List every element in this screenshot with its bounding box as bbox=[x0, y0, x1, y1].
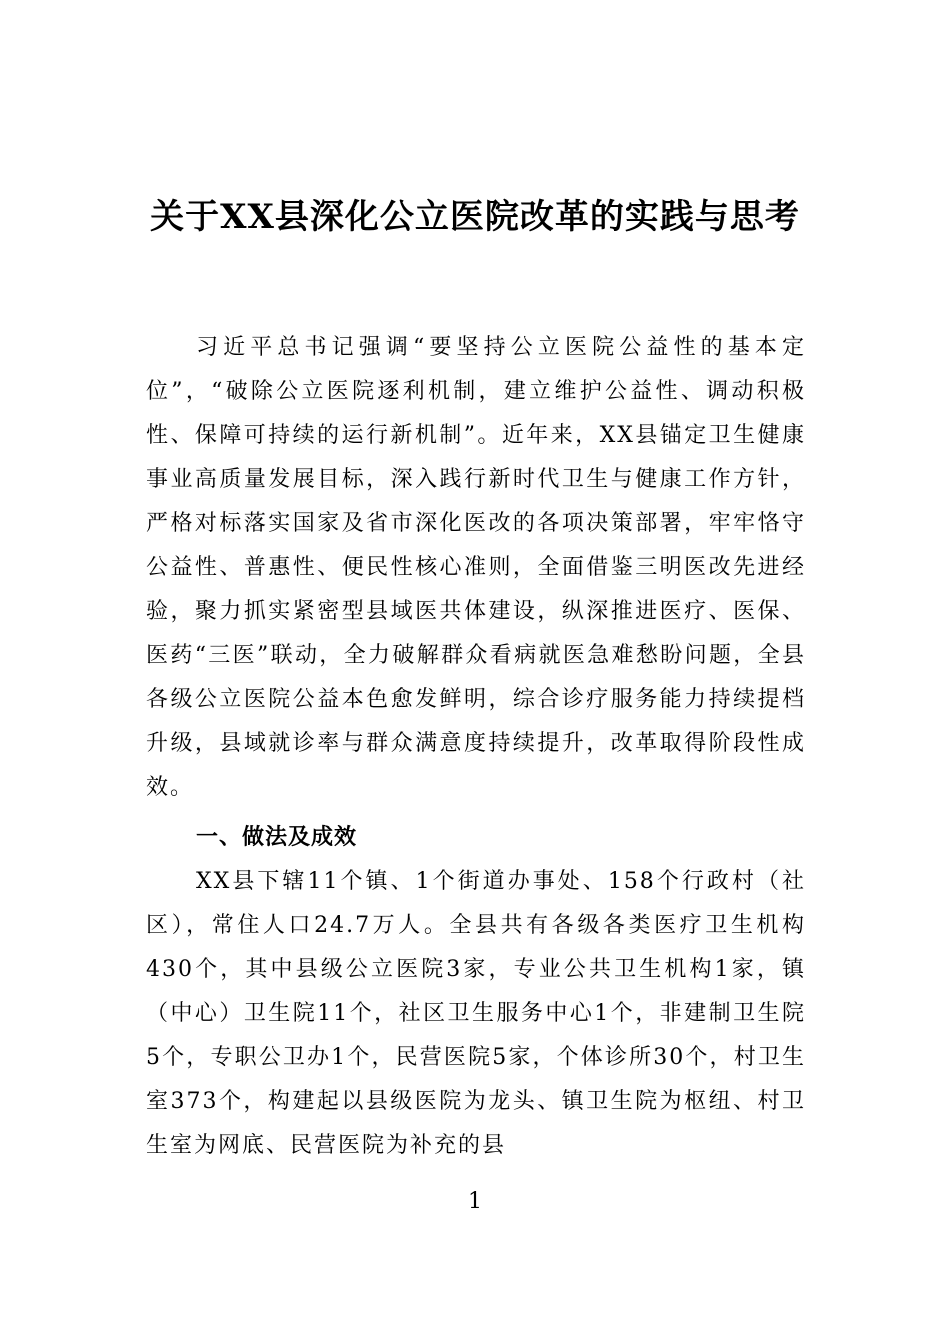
page-number: 1 bbox=[468, 1189, 482, 1214]
intro-paragraph: 习近平总书记强调“要坚持公立医院公益性的基本定位”，“破除公立医院逐利机制，建立维护公益性、调动积极性、保障可持续的运行新机制”。近年来，XX县锚定卫生健康事业高质量发展目标，深入践行新时代卫生与健康工作方针，严格对标落实国家及省市深化医改的各项决策部署，牢牢恪守公益性、普惠性、便民性核心准则，全面借鉴三明医改先进经验，聚力抓实紧密型县域医共体建设，纵深推进医疗、医保、医药“三医”联动，全力破解群众看病就医急难愁盼问题，全县各级公立医院公益本色愈发鲜明，综合诊疗服务能力持续提档升级，县域就诊率与群众满意度持续提升，改革取得阶段性成效。 bbox=[146, 335, 806, 800]
section-heading: 一、做法及成效 bbox=[196, 825, 358, 850]
section-paragraph: XX县下辖11个镇、1个街道办事处、158个行政村（社区），常住人口24.7万人。全县共有各级各类医疗卫生机构430个，其中县级公立医院3家，专业公共卫生机构1家，镇（中心）卫生院11个，社区卫生服务中心1个，非建制卫生院5个，专职公卫办1个，民营医院5家，个体诊所30个，村卫生室373个，构建起以县级医院为龙头、镇卫生院为枢纽、村卫生室为网底、民营医院为补充的县 bbox=[146, 869, 806, 1158]
document-title: 关于XX县深化公立医院改革的实践与思考 bbox=[150, 197, 800, 237]
